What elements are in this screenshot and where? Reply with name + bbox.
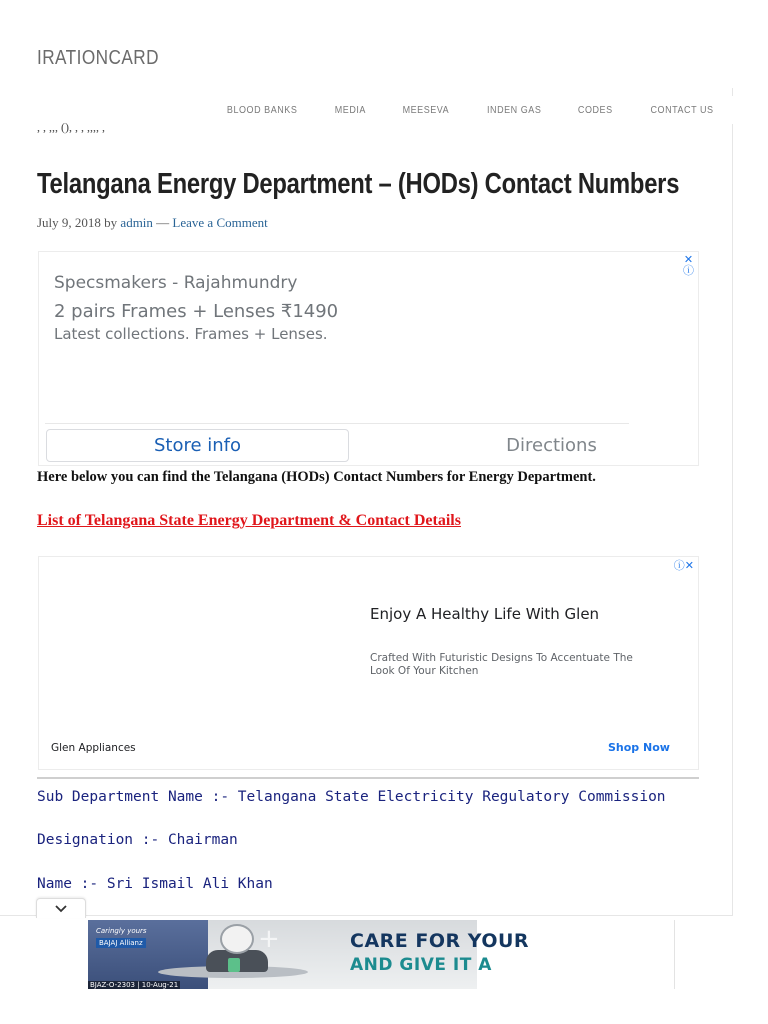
banner-headline-2: AND GIVE IT A: [350, 955, 492, 975]
store-info-button[interactable]: Store info: [46, 429, 349, 462]
cup-icon: [228, 958, 240, 972]
ad-advertiser-name: Specsmakers - Rajahmundry: [54, 273, 298, 293]
bajaj-banner-ad[interactable]: [88, 920, 530, 989]
ad-choices-icon[interactable]: ⓘ✕: [673, 559, 694, 572]
page-title: Telangana Energy Department – (HODs) Contact Numbers: [37, 168, 680, 200]
sub-department-text: Sub Department Name :- Telangana State Electricity Regulatory Commission: [37, 789, 666, 805]
nav-item-meeseva[interactable]: MEESEVA: [402, 104, 450, 116]
nav-item-media[interactable]: MEDIA: [335, 104, 367, 116]
chevron-down-icon: [54, 904, 68, 913]
banner-code: BJAZ-O-2303 | 10-Aug-21: [90, 981, 179, 989]
post-date: July 9, 2018: [37, 215, 101, 230]
robot-head: [220, 924, 254, 954]
ad-headline[interactable]: Enjoy A Healthy Life With Glen: [370, 605, 600, 623]
nav-item-codes[interactable]: CODES: [578, 104, 613, 116]
plus-icon: +: [258, 924, 280, 954]
list-link[interactable]: List of Telangana State Energy Department & Contact Details: [37, 512, 461, 529]
info-icon[interactable]: ⓘ: [683, 264, 694, 277]
collapse-ad-button[interactable]: [36, 898, 86, 918]
ad-specsmakers[interactable]: [38, 251, 699, 466]
brand-tagline: Caringly yours: [96, 927, 147, 935]
nav-item-contact-us[interactable]: CONTACT US: [650, 104, 714, 116]
name-text: Name :- Sri Ismail Ali Khan: [37, 876, 273, 892]
intro-text: Here below you can find the Telangana (HODs) Contact Numbers for Energy Department.: [37, 469, 596, 485]
bottom-divider: [674, 920, 675, 989]
ad-divider: [45, 423, 629, 424]
ad-choices-icon[interactable]: [683, 254, 694, 276]
designation-text: Designation :- Chairman: [37, 832, 238, 848]
ad-advertiser-name[interactable]: Glen Appliances: [51, 742, 136, 754]
ad-headline: 2 pairs Frames + Lenses ₹1490: [54, 301, 339, 322]
site-title[interactable]: IRATIONCARD: [37, 47, 159, 69]
nav-item-inden-gas[interactable]: INDEN GAS: [486, 104, 542, 116]
author-link[interactable]: admin: [120, 215, 153, 230]
close-icon[interactable]: ✕: [683, 253, 694, 266]
brand-logo: BAJAJ Allianz: [96, 938, 146, 948]
directions-button[interactable]: Directions: [506, 435, 597, 456]
post-by: by: [104, 215, 118, 230]
nav-item-blood-banks[interactable]: BLOOD BANKS: [227, 104, 298, 116]
shop-now-button[interactable]: Shop Now: [608, 741, 670, 754]
meta-separator: —: [156, 215, 170, 230]
banner-headline-1: CARE FOR YOUR: [350, 930, 530, 952]
ad-glen[interactable]: [38, 556, 699, 770]
leave-comment-link[interactable]: Leave a Comment: [172, 215, 268, 230]
ad-description: Latest collections. Frames + Lenses.: [54, 325, 328, 343]
entry-meta: [37, 215, 268, 231]
ad-description: Crafted With Futuristic Designs To Accentuate The Look Of Your Kitchen: [370, 652, 633, 677]
content-separator: [37, 777, 699, 779]
breadcrumb: [37, 120, 677, 134]
breadcrumb-text: , , ,,, (), , , ,,,, ,: [37, 120, 105, 134]
